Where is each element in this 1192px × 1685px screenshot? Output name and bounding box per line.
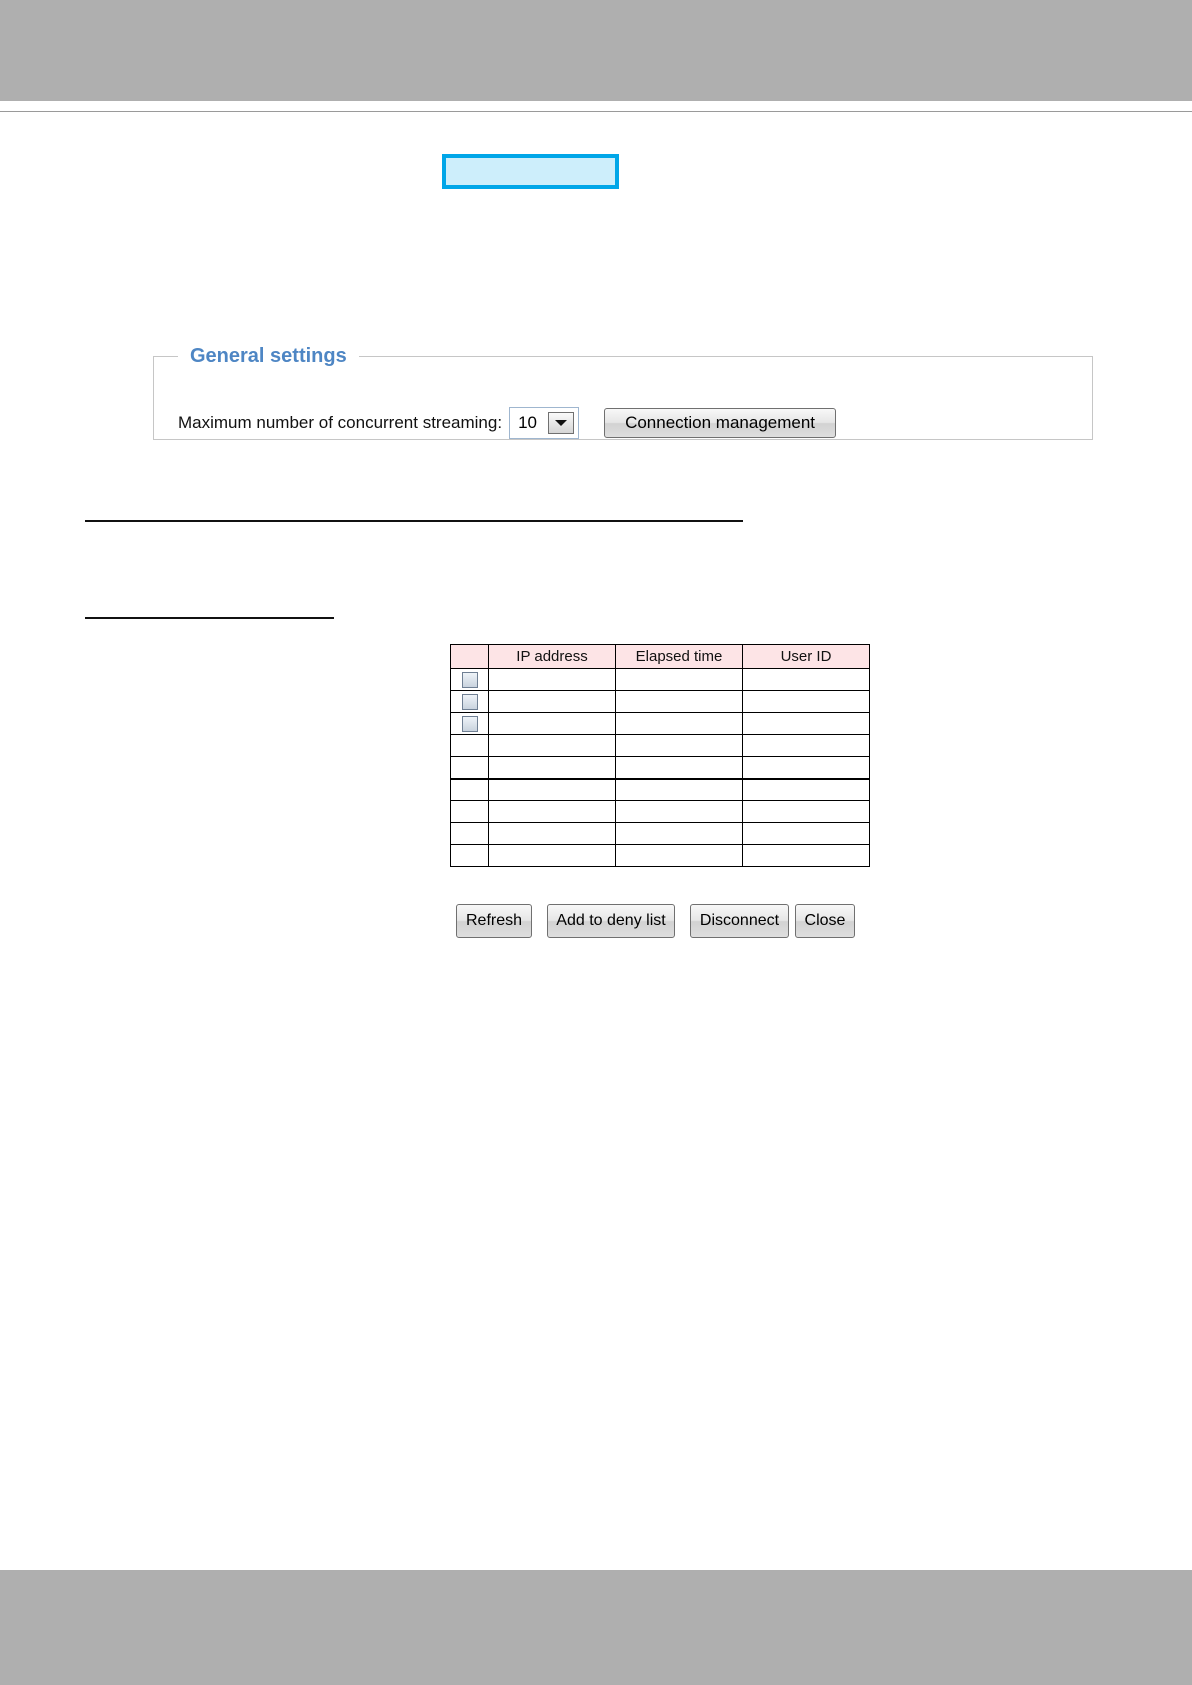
elapsed-time-cell [616,691,743,713]
ip-address-cell [489,669,616,691]
max-streaming-label: Maximum number of concurrent streaming: [178,413,503,432]
page-header-band [0,0,1192,101]
row-select-cell [451,691,489,713]
max-streaming-row [178,406,836,440]
elapsed-time-cell [616,669,743,691]
table-header-row [451,645,870,669]
user-id-cell [743,845,870,867]
user-id-cell [743,801,870,823]
ip-address-cell [489,735,616,757]
general-settings-panel [153,345,1093,440]
user-id-cell [743,713,870,735]
max-streaming-select[interactable] [509,407,579,439]
underline-rule-short [85,617,334,619]
underline-rule [85,520,743,522]
max-streaming-value: 10 [518,413,537,432]
elapsed-time-cell [616,845,743,867]
ip-address-cell [489,713,616,735]
row-select-cell [451,845,489,867]
elapsed-time-cell [616,823,743,845]
connection-management-button[interactable]: Connection management [604,408,836,438]
elapsed-time-cell [616,713,743,735]
user-id-cell [743,691,870,713]
column-header-user-id: User ID [743,645,870,669]
highlighted-text-bar [442,154,619,189]
user-id-cell [743,779,870,801]
add-to-deny-list-button[interactable]: Add to deny list [547,904,675,938]
row-checkbox[interactable] [462,716,478,732]
close-button[interactable]: Close [795,904,855,938]
ip-address-cell [489,823,616,845]
table-row [451,779,870,801]
user-id-cell [743,669,870,691]
user-id-cell [743,757,870,779]
row-select-cell [451,801,489,823]
row-select-cell [451,713,489,735]
ip-address-cell [489,757,616,779]
elapsed-time-cell [616,735,743,757]
user-id-cell [743,823,870,845]
elapsed-time-cell [616,779,743,801]
connection-table [450,644,870,867]
disconnect-button[interactable]: Disconnect [690,904,789,938]
ip-address-cell [489,691,616,713]
refresh-button[interactable]: Refresh [456,904,532,938]
row-select-cell [451,757,489,779]
elapsed-time-cell [616,801,743,823]
page-footer-band [0,1570,1192,1685]
column-header-ip-address: IP address [489,645,616,669]
row-checkbox[interactable] [462,672,478,688]
chevron-down-icon[interactable] [548,412,574,434]
table-row [451,735,870,757]
ip-address-cell [489,845,616,867]
row-select-cell [451,823,489,845]
elapsed-time-cell [616,757,743,779]
row-select-cell [451,735,489,757]
ip-address-cell [489,801,616,823]
row-select-cell [451,669,489,691]
connection-actions [456,904,855,938]
user-id-cell [743,735,870,757]
table-row [451,691,870,713]
table-row [451,757,870,779]
row-select-cell [451,779,489,801]
column-header-select [451,645,489,669]
general-settings-legend: General settings [190,345,347,367]
table-row [451,669,870,691]
ip-address-cell [489,779,616,801]
table-row [451,823,870,845]
row-checkbox[interactable] [462,694,478,710]
table-row [451,845,870,867]
table-row [451,713,870,735]
column-header-elapsed-time: Elapsed time [616,645,743,669]
table-row [451,801,870,823]
header-rule [0,111,1192,112]
